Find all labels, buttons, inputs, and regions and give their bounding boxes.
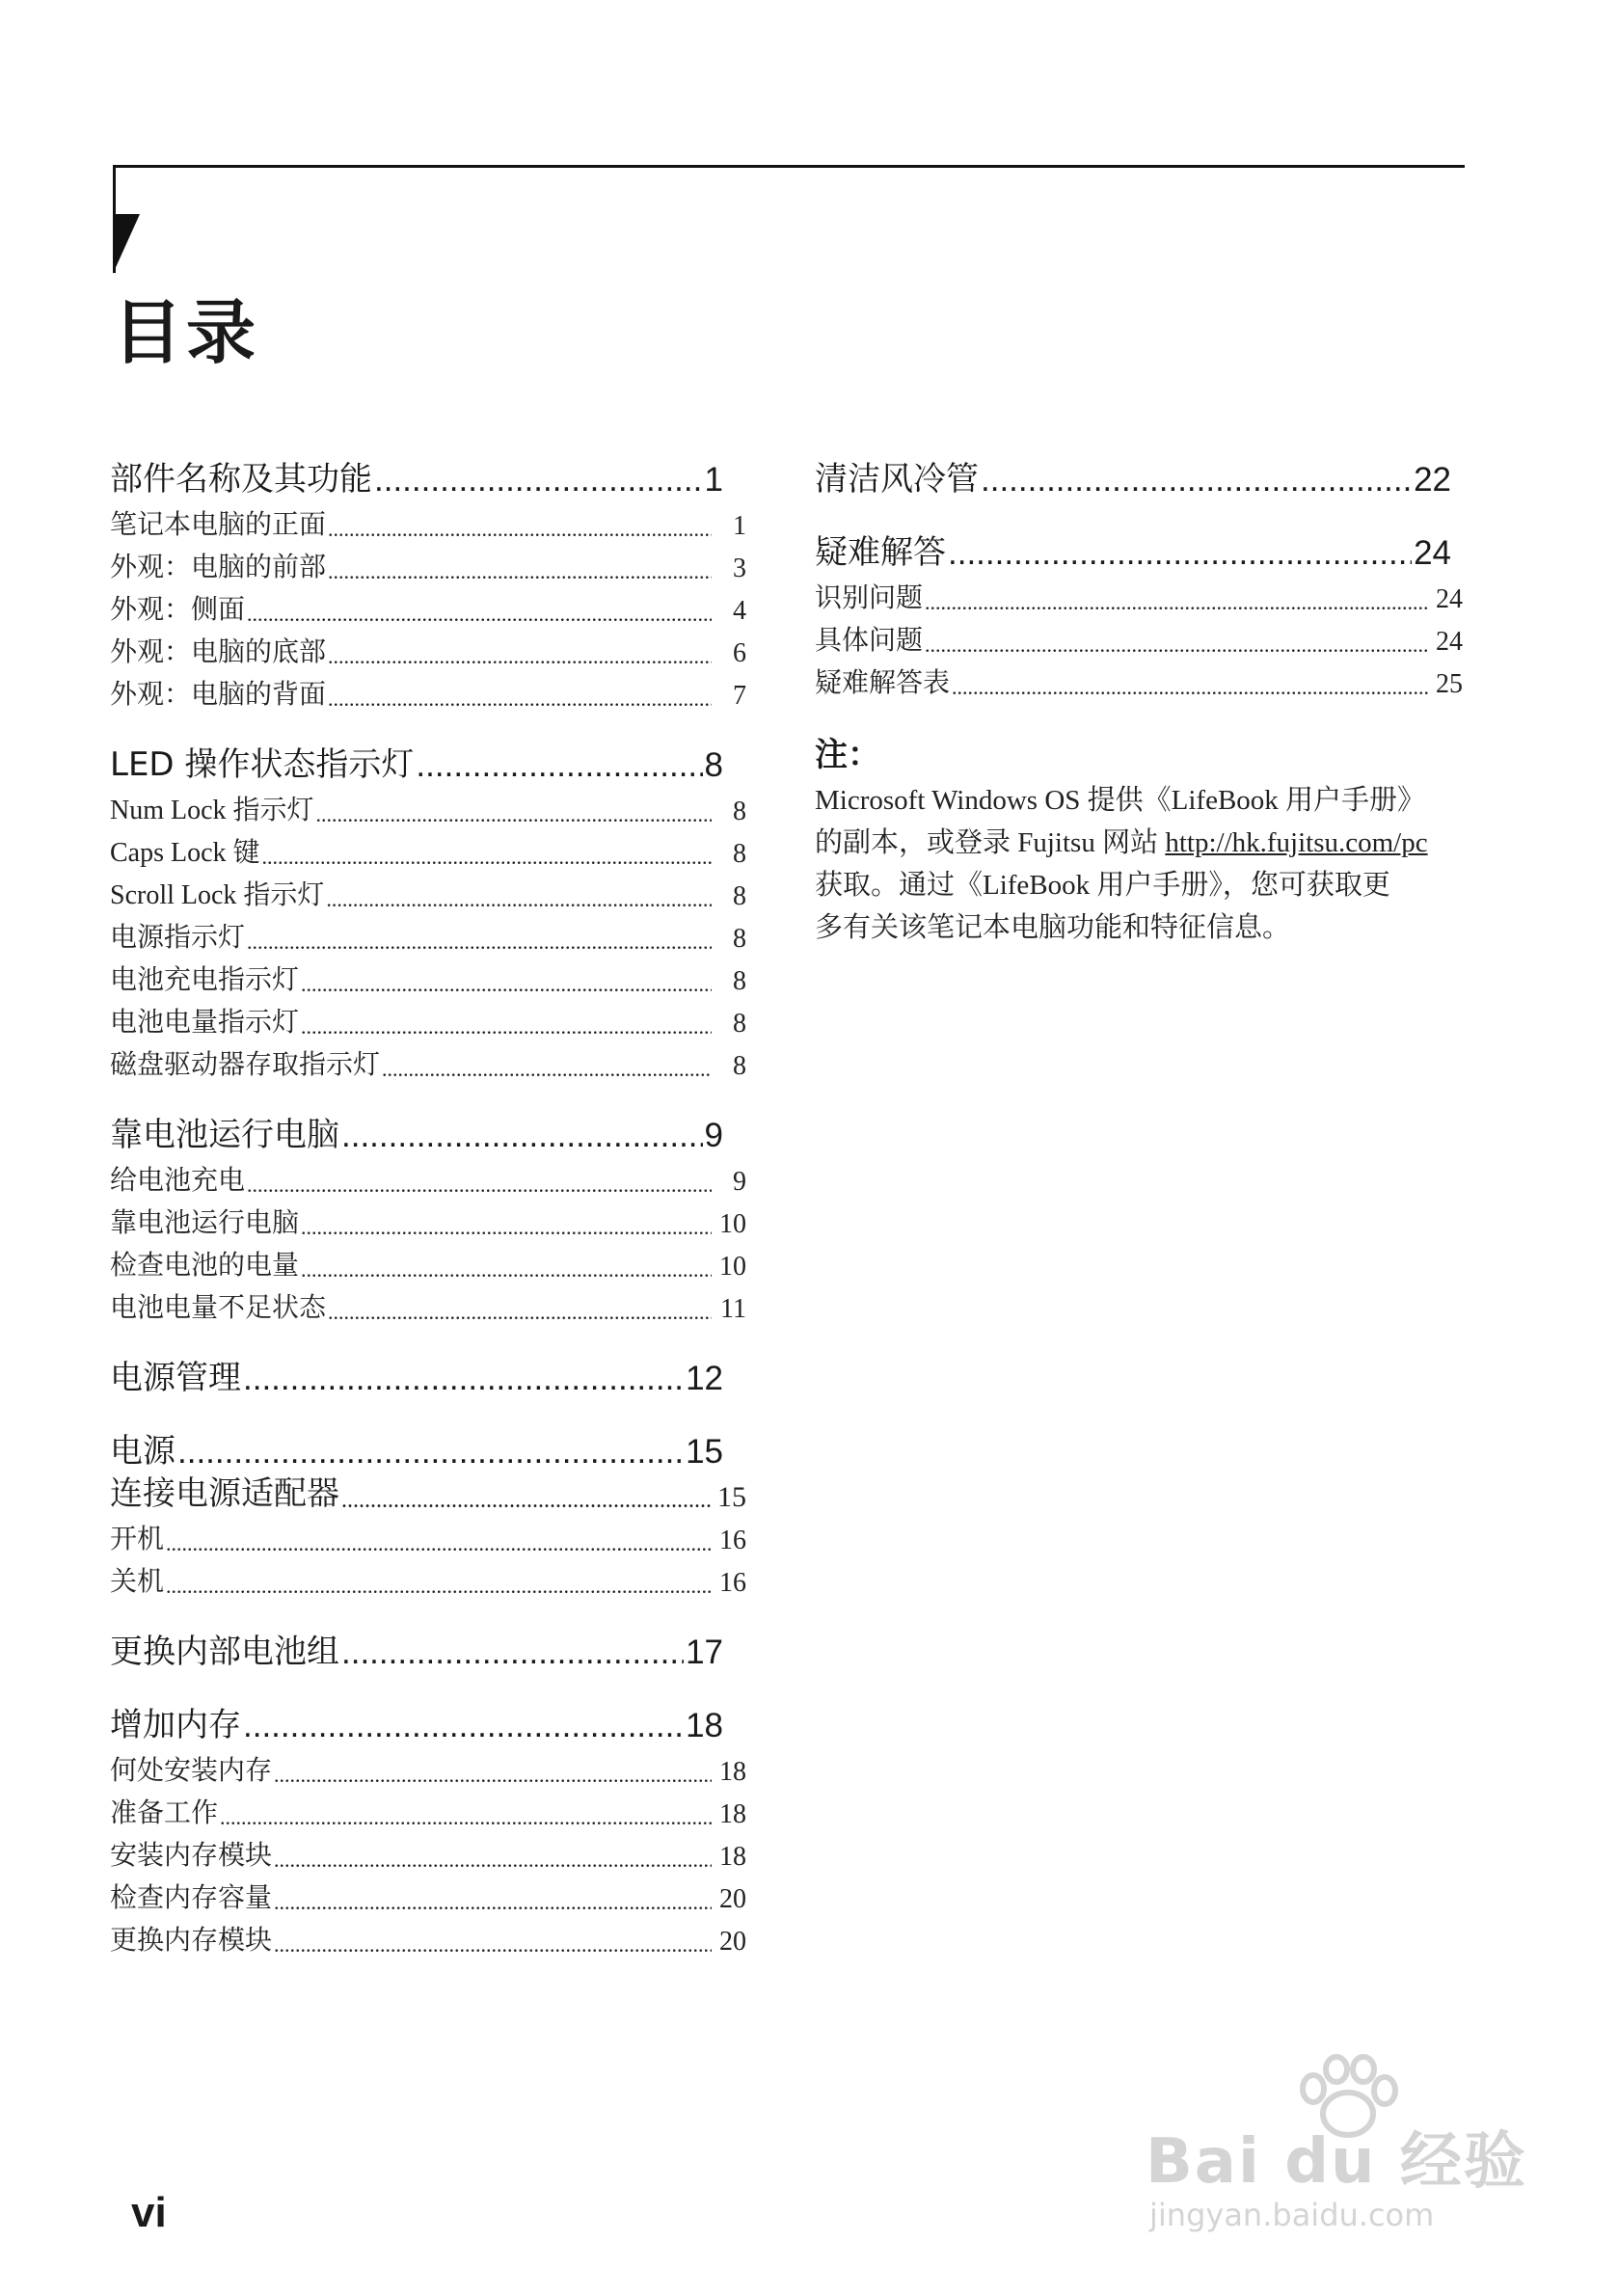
toc-entry-label: 更换内存模块 xyxy=(110,1926,273,1956)
toc-entry[interactable] xyxy=(110,827,746,870)
toc-heading-label: 电源管理 xyxy=(110,1359,241,1397)
toc-entry-page: 20 xyxy=(719,1884,746,1914)
corner-marker xyxy=(113,214,140,274)
toc-entry[interactable] xyxy=(110,1915,746,1958)
page-number: vi xyxy=(131,2189,167,2236)
toc-entry[interactable] xyxy=(110,912,746,955)
note-line-text: 的副本，或登录 Fujitsu 网站 xyxy=(815,827,1166,858)
page-title: 目录 xyxy=(113,292,260,373)
toc-entry[interactable] xyxy=(110,1040,746,1082)
toc-entry-label: 电池电量不足状态 xyxy=(110,1293,327,1323)
toc-heading[interactable] xyxy=(110,1691,723,1745)
header-rule xyxy=(113,165,1465,168)
toc-entry[interactable] xyxy=(110,1472,746,1514)
toc-heading-label: 靠电池运行电脑 xyxy=(110,1116,339,1154)
toc-entry-label: 磁盘驱动器存取指示灯 xyxy=(110,1050,381,1080)
toc-entry-page: 8 xyxy=(733,1051,746,1081)
toc-heading[interactable] xyxy=(110,446,723,500)
toc-right-column xyxy=(815,446,1463,949)
toc-entry-label: 检查内存容量 xyxy=(110,1883,273,1913)
toc-entry[interactable] xyxy=(110,584,746,627)
toc-heading[interactable] xyxy=(110,731,723,785)
toc-heading-page: 12 xyxy=(686,1360,723,1397)
toc-entry[interactable] xyxy=(110,500,746,542)
toc-entry-page: 24 xyxy=(1436,584,1463,614)
toc-heading-label: 更换内部电池组 xyxy=(110,1633,339,1671)
toc-entry-label: 外观：电脑的底部 xyxy=(110,637,327,667)
note-line: 获取。通过《LifeBook 用户手册》，您可获取更 xyxy=(815,870,1390,901)
toc-entry-page: 16 xyxy=(719,1568,746,1598)
toc-entry[interactable] xyxy=(110,870,746,912)
toc-entry-page: 9 xyxy=(733,1167,746,1197)
note-title: 注： xyxy=(815,736,880,774)
toc-entry-page: 1 xyxy=(733,511,746,541)
toc-entry-page: 11 xyxy=(720,1294,746,1324)
toc-entry[interactable] xyxy=(815,573,1463,615)
toc-entry-page: 8 xyxy=(733,924,746,954)
toc-left-column xyxy=(110,446,746,1977)
toc-entry-label: 外观：电脑的背面 xyxy=(110,680,327,710)
toc-heading-label: 电源 xyxy=(110,1432,175,1471)
toc-heading-page: 22 xyxy=(1414,461,1451,499)
toc-entry-label: 给电池充电 xyxy=(110,1166,246,1196)
toc-entry-page: 3 xyxy=(733,554,746,583)
toc-entry-label: 外观：电脑的前部 xyxy=(110,553,327,582)
toc-entry-page: 6 xyxy=(733,638,746,668)
toc-section xyxy=(110,1418,746,1599)
toc-entry-page: 8 xyxy=(733,839,746,869)
toc-entry-page: 18 xyxy=(719,1799,746,1829)
toc-heading-page: 17 xyxy=(686,1634,723,1671)
toc-entry-label: 安装内存模块 xyxy=(110,1841,273,1871)
toc-heading-label: 清洁风冷管 xyxy=(815,460,979,499)
toc-heading-page: 9 xyxy=(704,1117,723,1154)
toc-entry-page: 20 xyxy=(719,1927,746,1957)
toc-section xyxy=(110,446,746,712)
toc-entry-page: 8 xyxy=(733,881,746,911)
toc-entry[interactable] xyxy=(110,1155,746,1198)
toc-entry-label: 识别问题 xyxy=(815,583,924,613)
toc-entry-label: 连接电源适配器 xyxy=(110,1476,339,1512)
toc-entry-page: 8 xyxy=(733,797,746,826)
toc-entry-label: 电池电量指示灯 xyxy=(110,1008,300,1038)
toc-heading-page: 18 xyxy=(686,1707,723,1744)
toc-entry[interactable] xyxy=(110,1240,746,1283)
toc-section xyxy=(815,519,1463,700)
toc-heading[interactable] xyxy=(110,1101,723,1155)
toc-entry[interactable] xyxy=(110,1873,746,1915)
note-line xyxy=(815,822,1451,864)
toc-heading[interactable] xyxy=(110,1618,723,1672)
toc-entry[interactable] xyxy=(110,1745,746,1788)
toc-heading-label: 增加内存 xyxy=(110,1706,241,1744)
baidu-watermark xyxy=(1146,2054,1531,2247)
toc-entry-label: 电池充电指示灯 xyxy=(110,965,300,995)
toc-entry-label: Caps Lock 键 xyxy=(110,838,260,868)
note-line: Microsoft Windows OS 提供《LifeBook 用户手册》 xyxy=(815,785,1426,816)
toc-section xyxy=(110,731,746,1082)
toc-entry-page: 24 xyxy=(1436,627,1463,657)
note-body xyxy=(815,779,1451,949)
toc-entry-label: Scroll Lock 指示灯 xyxy=(110,880,325,910)
toc-entry[interactable] xyxy=(110,542,746,584)
toc-entry-label: 电源指示灯 xyxy=(110,923,246,953)
toc-heading-page: 24 xyxy=(1414,534,1451,572)
toc-entry-page: 8 xyxy=(733,1009,746,1039)
toc-entry-page: 15 xyxy=(717,1481,746,1513)
toc-entry-page: 25 xyxy=(1436,669,1463,699)
toc-entry[interactable] xyxy=(110,955,746,997)
toc-entry-page: 18 xyxy=(719,1757,746,1787)
toc-entry-label: 准备工作 xyxy=(110,1798,219,1828)
toc-heading[interactable] xyxy=(110,1418,723,1472)
toc-entry[interactable] xyxy=(815,615,1463,658)
note-line: 多有关该笔记本电脑功能和特征信息。 xyxy=(815,912,1291,943)
toc-section xyxy=(110,1691,746,1958)
toc-heading[interactable] xyxy=(815,519,1451,573)
toc-entry-label: 笔记本电脑的正面 xyxy=(110,510,327,540)
toc-section xyxy=(110,1344,723,1398)
toc-entry[interactable] xyxy=(110,1198,746,1240)
toc-entry-page: 18 xyxy=(719,1842,746,1872)
toc-entry[interactable] xyxy=(110,1556,746,1599)
toc-entry-page: 8 xyxy=(733,966,746,996)
toc-entry-page: 7 xyxy=(733,681,746,711)
toc-entry-label: 疑难解答表 xyxy=(815,668,951,698)
toc-entry-label: 具体问题 xyxy=(815,626,924,656)
toc-entry-page: 10 xyxy=(719,1252,746,1282)
toc-entry-label: 外观：侧面 xyxy=(110,595,246,625)
toc-entry[interactable] xyxy=(110,1514,746,1556)
toc-entry-page: 16 xyxy=(719,1526,746,1555)
toc-entry[interactable] xyxy=(110,627,746,669)
toc-heading-page: 8 xyxy=(704,746,723,784)
toc-entry[interactable] xyxy=(110,997,746,1040)
toc-heading-label: 部件名称及其功能 xyxy=(110,460,372,499)
toc-entry[interactable] xyxy=(110,1830,746,1873)
toc-entry-page: 10 xyxy=(719,1209,746,1239)
watermark-logo: Bai du 经验 xyxy=(1146,2126,1527,2198)
toc-entry[interactable] xyxy=(815,658,1463,700)
toc-entry-label: 关机 xyxy=(110,1567,165,1597)
toc-entry[interactable] xyxy=(110,785,746,827)
toc-heading-page: 15 xyxy=(686,1433,723,1471)
toc-heading[interactable] xyxy=(815,446,1451,500)
toc-heading[interactable] xyxy=(110,1344,723,1398)
toc-section xyxy=(110,1101,746,1325)
toc-entry[interactable] xyxy=(110,1283,746,1325)
toc-entry-label: 何处安装内存 xyxy=(110,1756,273,1786)
toc-entry-label: 靠电池运行电脑 xyxy=(110,1208,300,1238)
toc-entry-label: 检查电池的电量 xyxy=(110,1251,300,1281)
toc-entry-label: 开机 xyxy=(110,1525,165,1554)
toc-entry[interactable] xyxy=(110,669,746,712)
fujitsu-link[interactable]: http://hk.fujitsu.com/pc xyxy=(1165,827,1428,858)
toc-entry-page: 4 xyxy=(733,596,746,626)
watermark-url: jingyan.baidu.com xyxy=(1149,2197,1435,2233)
toc-entry[interactable] xyxy=(110,1788,746,1830)
toc-section xyxy=(110,1618,723,1672)
toc-heading-page: 1 xyxy=(704,461,723,499)
toc-section xyxy=(815,446,1451,500)
toc-heading-label: 疑难解答 xyxy=(815,533,946,572)
toc-heading-label: LED 操作状态指示灯 xyxy=(110,745,415,784)
toc-entry-label: Num Lock 指示灯 xyxy=(110,796,314,825)
